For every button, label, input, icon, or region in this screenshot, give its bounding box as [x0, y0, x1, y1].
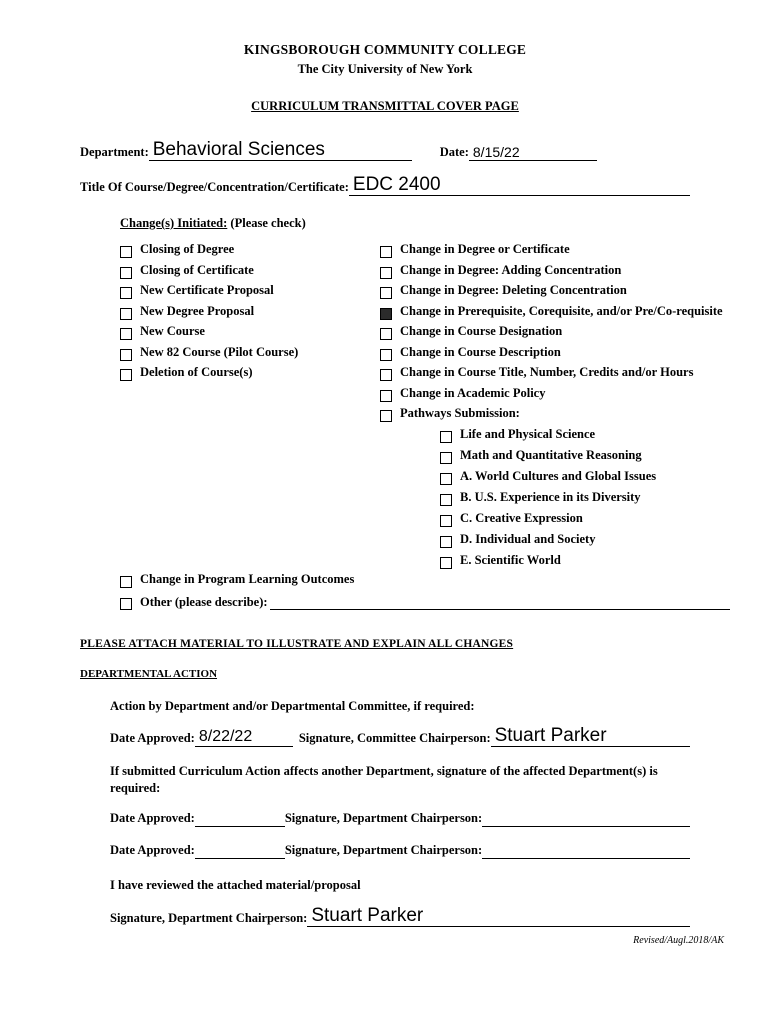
checkbox-label: D. Individual and Society — [460, 531, 596, 546]
checkbox-pathways-submission[interactable] — [380, 407, 770, 422]
checkbox-label: New Course — [140, 324, 205, 338]
signature-department-input[interactable] — [482, 811, 690, 827]
checkbox-box[interactable] — [380, 328, 392, 340]
checkbox-individual-society[interactable] — [440, 533, 770, 548]
checkbox-box[interactable] — [380, 308, 392, 320]
checkbox-label: B. U.S. Experience in its Diversity — [460, 489, 641, 504]
checkbox-deletion-of-courses[interactable] — [120, 366, 350, 381]
reviewed-material-note: I have reviewed the attached material/proposal — [110, 878, 361, 893]
course-title-label: Title Of Course/Degree/Concentration/Certificate: — [80, 180, 349, 194]
checkbox-box[interactable] — [380, 267, 392, 279]
department-value[interactable]: Behavioral Sciences — [149, 140, 412, 161]
signature-department-label: Signature, Department Chairperson: — [284, 811, 483, 826]
attach-notice — [80, 638, 730, 650]
course-title-row — [80, 175, 690, 196]
checkbox-label: Change in Degree: Adding Concentration — [400, 262, 622, 277]
date-value[interactable]: 8/15/22 — [469, 145, 597, 161]
changes-heading — [120, 216, 730, 231]
date-approved-value[interactable]: 8/22/22 — [195, 729, 293, 747]
checkbox-box[interactable] — [440, 494, 452, 506]
checkbox-box[interactable] — [440, 515, 452, 527]
checkbox-new-82-course[interactable] — [120, 346, 350, 361]
checkbox-label: Life and Physical Science — [460, 426, 596, 441]
checkbox-label: New 82 Course (Pilot Course) — [140, 344, 299, 359]
checkbox-new-certificate-proposal[interactable] — [120, 284, 350, 299]
date-approved-input[interactable] — [195, 811, 285, 827]
checkbox-box[interactable] — [120, 287, 132, 299]
checkbox-box[interactable] — [440, 452, 452, 464]
checkbox-box[interactable] — [120, 598, 132, 610]
checkbox-label: Closing of Degree — [140, 242, 235, 256]
checkbox-course-title-number-credits[interactable] — [380, 366, 770, 381]
checkbox-label: Change in Course Designation — [400, 324, 563, 338]
university-name: The City University of New York — [297, 62, 473, 76]
checkbox-world-cultures[interactable] — [440, 470, 770, 485]
date-approved-label: Date Approved: — [110, 731, 195, 746]
final-signature-label: Signature, Department Chairperson: — [110, 911, 308, 925]
checkbox-box[interactable] — [120, 246, 132, 258]
signature-committee-value[interactable]: Stuart Parker — [491, 726, 690, 747]
course-title-value[interactable]: EDC 2400 — [349, 175, 690, 196]
departmental-action-text: DEPARTMENTAL ACTION — [80, 667, 218, 680]
checkbox-box[interactable] — [120, 267, 132, 279]
checkbox-box[interactable] — [120, 308, 132, 320]
checkbox-label: Change in Course Description — [400, 344, 561, 359]
other-description-input[interactable] — [270, 594, 730, 610]
revised-footer: Revised/Augl.2018/AK — [633, 935, 724, 946]
checkbox-label: Math and Quantitative Reasoning — [460, 447, 642, 462]
department-row — [80, 140, 690, 161]
form-title — [40, 99, 730, 114]
departmental-action-heading — [80, 668, 730, 680]
checkbox-adding-concentration[interactable] — [380, 264, 770, 279]
college-name: KINGSBOROUGH COMMUNITY COLLEGE — [243, 42, 527, 57]
date-label: Date: — [439, 145, 469, 159]
checkbox-box[interactable] — [380, 287, 392, 299]
affected-dept-row-1 — [110, 811, 690, 827]
checkbox-academic-policy[interactable] — [380, 387, 770, 402]
checkbox-closing-degree[interactable] — [120, 243, 350, 258]
checkbox-box[interactable] — [440, 557, 452, 569]
checkbox-box[interactable] — [380, 390, 392, 402]
checkbox-box[interactable] — [380, 349, 392, 361]
bottom-checkbox-group — [120, 573, 730, 610]
affected-dept-row-2 — [110, 843, 690, 859]
checkbox-label: New Certificate Proposal — [140, 283, 274, 297]
checkbox-change-degree-certificate[interactable] — [380, 243, 770, 258]
checkbox-deleting-concentration[interactable] — [380, 284, 770, 299]
checkbox-label: New Degree Proposal — [140, 303, 255, 318]
checkbox-box[interactable] — [440, 431, 452, 443]
checkbox-program-learning-outcomes[interactable] — [120, 573, 730, 588]
action-by-department-text: Action by Department and/or Departmental Committee, if required: — [110, 698, 475, 713]
signature-department-label: Signature, Department Chairperson: — [284, 843, 483, 858]
checkbox-label: Change in Academic Policy — [400, 385, 546, 400]
checkbox-life-physical-science[interactable] — [440, 428, 770, 443]
checkbox-label: C. Creative Expression — [460, 510, 583, 525]
changes-heading-underlined: Change(s) Initiated: — [120, 216, 228, 230]
final-signature-value[interactable]: Stuart Parker — [307, 906, 690, 927]
checkbox-course-description[interactable] — [380, 346, 770, 361]
department-label: Department: — [80, 145, 149, 159]
checkbox-label: Change in Degree or Certificate — [400, 242, 570, 256]
checkbox-box[interactable] — [120, 576, 132, 588]
checkbox-box[interactable] — [380, 246, 392, 258]
checkbox-label: Deletion of Course(s) — [140, 365, 253, 379]
signature-committee-label: Signature, Committee Chairperson: — [298, 731, 491, 746]
checkbox-math-quantitative-reasoning[interactable] — [440, 449, 770, 464]
checkbox-new-course[interactable] — [120, 325, 350, 340]
final-signature-row — [110, 906, 690, 927]
checkbox-course-designation[interactable] — [380, 325, 770, 340]
checkbox-creative-expression[interactable] — [440, 512, 770, 527]
checkbox-change-prerequisite[interactable] — [380, 305, 770, 320]
checkbox-label: Change in Course Title, Number, Credits and/or Hours — [400, 365, 694, 379]
checkbox-label: Change in Degree: Deleting Concentration — [400, 283, 627, 297]
checkbox-box[interactable] — [120, 349, 132, 361]
checkbox-closing-certificate[interactable] — [120, 264, 350, 279]
checkbox-columns — [120, 243, 730, 573]
pathways-sub-list — [440, 428, 770, 569]
attach-notice-text: PLEASE ATTACH MATERIAL TO ILLUSTRATE AND EXPLAIN ALL CHANGES — [80, 637, 514, 650]
checkbox-box[interactable] — [120, 328, 132, 340]
checkbox-label: Change in Prerequisite, Corequisite, and/or Pre/Co-requisite — [400, 303, 723, 318]
date-approved-input[interactable] — [195, 843, 285, 859]
date-approved-committee-row — [110, 726, 690, 747]
changes-heading-rest: (Please check) — [227, 216, 306, 230]
checkbox-box[interactable] — [380, 410, 392, 422]
checkbox-label: Closing of Certificate — [140, 262, 254, 277]
checkbox-box[interactable] — [120, 369, 132, 381]
checkbox-other-row[interactable] — [120, 594, 730, 610]
signature-department-input[interactable] — [482, 843, 690, 859]
affected-department-note: If submitted Curriculum Action affects another Department, signature of the affected Department(s) is required: — [110, 764, 658, 796]
checkbox-label: E. Scientific World — [460, 552, 561, 567]
form-title-text: CURRICULUM TRANSMITTAL COVER PAGE — [251, 99, 519, 113]
checkbox-label: Pathways Submission: — [400, 406, 520, 420]
checkbox-box[interactable] — [440, 536, 452, 548]
date-approved-label: Date Approved: — [110, 843, 195, 858]
checkbox-label: A. World Cultures and Global Issues — [460, 468, 657, 483]
checkbox-new-degree-proposal[interactable] — [120, 305, 350, 320]
checkbox-box[interactable] — [440, 473, 452, 485]
checkbox-other-label: Other (please describe): — [140, 594, 268, 609]
checkbox-us-experience-diversity[interactable] — [440, 491, 770, 506]
checkbox-label: Change in Program Learning Outcomes — [140, 572, 355, 586]
checkbox-column-right — [380, 243, 770, 575]
checkbox-scientific-world[interactable] — [440, 554, 770, 569]
date-approved-label: Date Approved: — [110, 811, 195, 826]
checkbox-column-left — [120, 243, 350, 387]
checkbox-box[interactable] — [380, 369, 392, 381]
